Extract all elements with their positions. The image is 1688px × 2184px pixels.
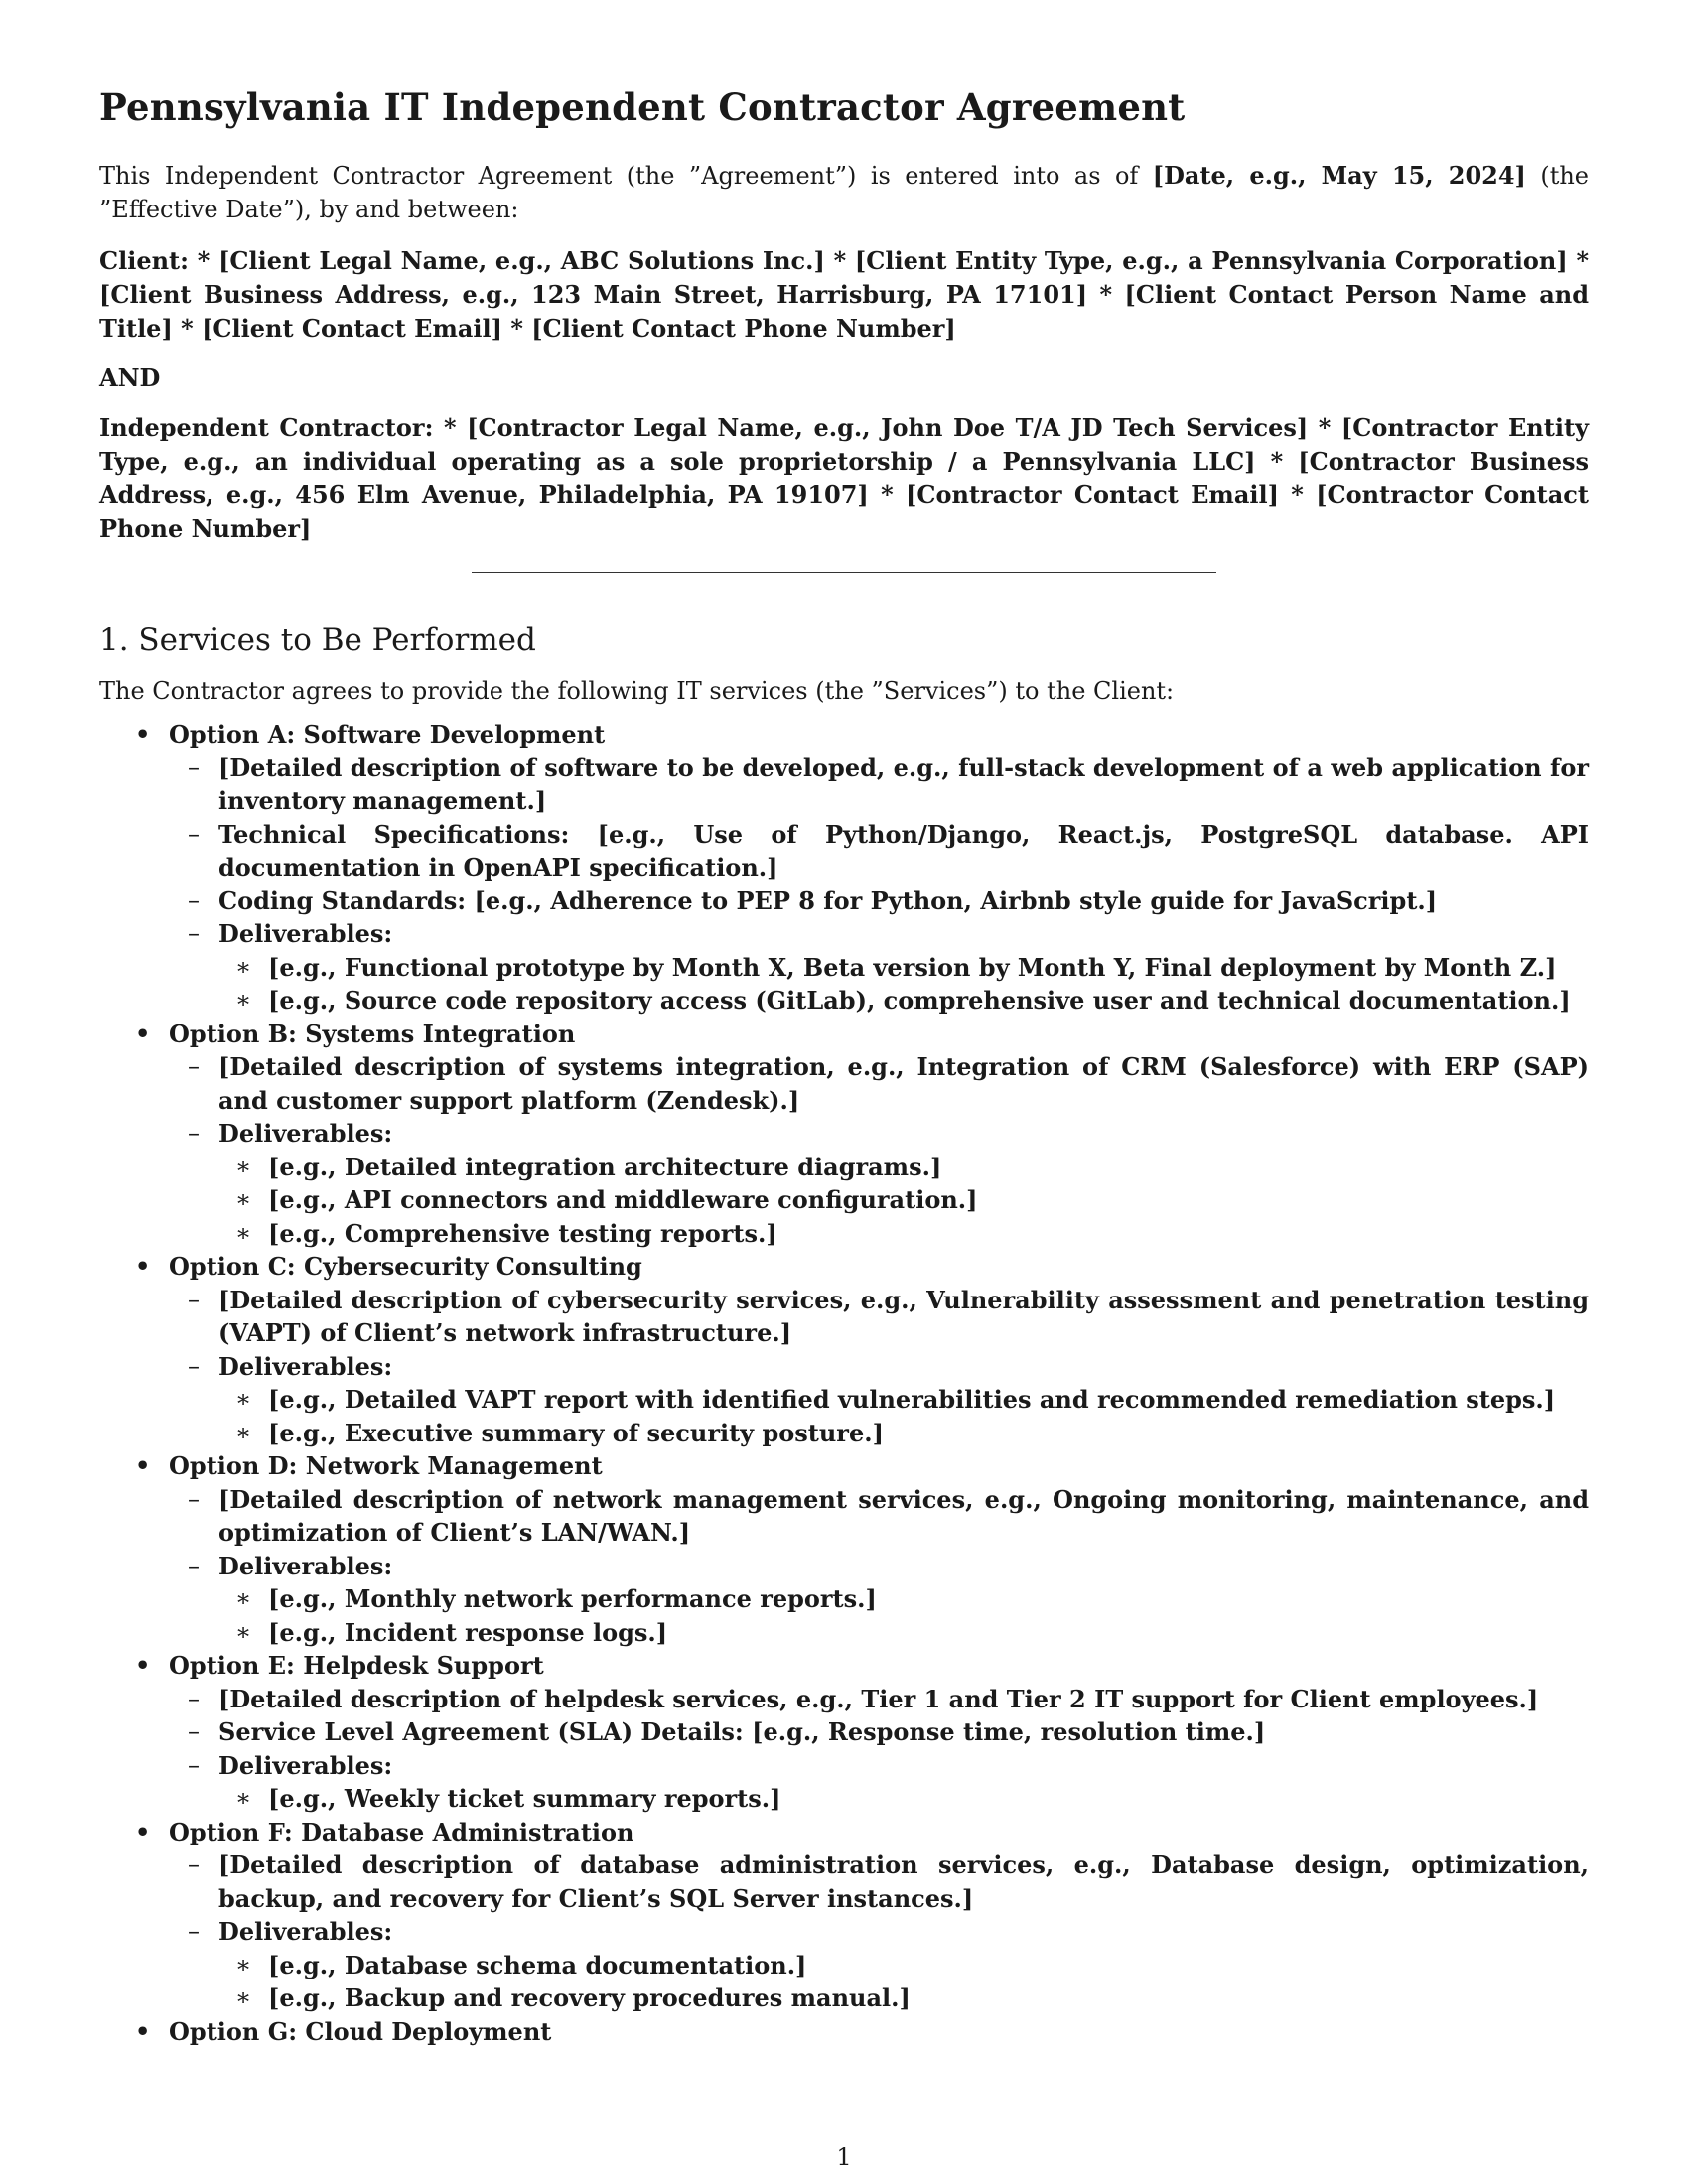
deliverable-item — [218, 1383, 1589, 1417]
bullet-icon: • — [135, 720, 151, 749]
bullet-icon: • — [135, 1817, 151, 1846]
deliverable-item — [218, 1782, 1589, 1816]
option-label: Option E: Helpdesk Support — [169, 1651, 544, 1680]
option-detail-item — [169, 1550, 1589, 1650]
asterisk-icon: ∗ — [234, 1185, 252, 1213]
service-option — [99, 1250, 1589, 1449]
option-detail-text: Deliverables: — [218, 1917, 393, 1946]
dash-icon: – — [188, 1917, 200, 1945]
deliverable-text: [e.g., Comprehensive testing reports.] — [268, 1218, 777, 1248]
bullet-icon: • — [135, 1019, 151, 1048]
asterisk-icon: ∗ — [234, 1950, 252, 1979]
dash-icon: – — [188, 1750, 200, 1779]
option-detail-text: [Detailed description of network management services, e.g., Ongoing monitoring, maintenance, and optimization of Client’s LAN/WAN.] — [218, 1484, 1589, 1547]
option-label: Option A: Software Development — [169, 720, 606, 749]
option-detail-item — [169, 1483, 1589, 1550]
option-detail-item — [169, 751, 1589, 818]
deliverable-item — [218, 1616, 1589, 1650]
deliverable-text: [e.g., Backup and recovery procedures manual.] — [268, 1983, 911, 2012]
option-detail-item — [169, 917, 1589, 1018]
option-detail-item — [169, 1284, 1589, 1350]
contractor-block: Independent Contractor: * [Contractor Legal Name, e.g., John Doe T/A JD Tech Services] * [Contractor Entity Type, e.g., an individual operating as a sole proprietorship / a Pennsylvania LLC] * [Contractor Business Address, e.g., 456 Elm Avenue, Philadelphia, PA 19107] * [Contractor Contact Email] * [Contractor Contact Phone Number] — [99, 413, 1589, 543]
asterisk-icon: ∗ — [234, 1218, 252, 1247]
option-detail-item — [169, 1715, 1589, 1749]
deliverable-item — [218, 984, 1589, 1018]
asterisk-icon: ∗ — [234, 986, 252, 1014]
dash-icon: – — [188, 1850, 200, 1878]
option-detail-text: Deliverables: — [218, 1750, 393, 1780]
deliverable-text: [e.g., API connectors and middleware configuration.] — [268, 1185, 978, 1214]
deliverable-text: [e.g., Weekly ticket summary reports.] — [268, 1784, 781, 1813]
dash-icon: – — [188, 819, 200, 848]
service-option — [99, 718, 1589, 1018]
page-number: 1 — [836, 2143, 852, 2171]
dash-icon: – — [188, 1052, 200, 1080]
option-detail-item — [169, 1749, 1589, 1816]
asterisk-icon: ∗ — [234, 952, 252, 981]
option-detail-text: Deliverables: — [218, 1119, 393, 1148]
service-option — [99, 1449, 1589, 1649]
dash-icon: – — [188, 1484, 200, 1513]
document-title: Pennsylvania IT Independent Contractor Agreement — [99, 85, 1186, 129]
dash-icon: – — [188, 1351, 200, 1380]
bullet-icon: • — [135, 1252, 151, 1281]
option-detail-item — [169, 1050, 1589, 1117]
service-option — [99, 1816, 1589, 2015]
asterisk-icon: ∗ — [234, 1983, 252, 2011]
option-detail-text: Service Level Agreement (SLA) Details: [e.g., Response time, resolution time.] — [218, 1717, 1266, 1746]
and-label: AND — [99, 363, 161, 392]
dash-icon: – — [188, 1119, 200, 1147]
option-detail-text: Coding Standards: [e.g., Adherence to PEP 8 for Python, Airbnb style guide for JavaScript.] — [218, 886, 1438, 915]
deliverable-item — [218, 1981, 1589, 2015]
option-detail-item — [169, 1350, 1589, 1450]
deliverable-text: [e.g., Functional prototype by Month X, Beta version by Month Y, Final deployment by Month Z.] — [268, 952, 1557, 982]
option-label: Option D: Network Management — [169, 1451, 603, 1480]
deliverable-text: [e.g., Database schema documentation.] — [268, 1950, 807, 1979]
asterisk-icon: ∗ — [234, 1617, 252, 1646]
service-option — [99, 1649, 1589, 1816]
asterisk-icon: ∗ — [234, 1385, 252, 1413]
deliverable-text: [e.g., Monthly network performance reports.] — [268, 1584, 877, 1613]
dash-icon: – — [188, 1717, 200, 1745]
deliverable-item — [218, 1217, 1589, 1251]
asterisk-icon: ∗ — [234, 1152, 252, 1180]
intro-text-after: (the ”Effective Date”), by and between: — [99, 162, 1590, 223]
deliverable-item — [218, 1151, 1589, 1184]
option-detail-text: Deliverables: — [218, 1551, 393, 1580]
dash-icon: – — [188, 919, 200, 947]
dash-icon: – — [188, 1684, 200, 1712]
option-detail-text: [Detailed description of database administration services, e.g., Database design, optimization, backup, and recovery for Client’s SQL Server instances.] — [218, 1850, 1589, 1913]
option-detail-text: Deliverables: — [218, 1351, 393, 1381]
intro-paragraph — [99, 159, 1589, 226]
services-options-list — [99, 718, 1589, 2048]
option-label: Option F: Database Administration — [169, 1817, 634, 1846]
intro-text-before: This Independent Contractor Agreement (the ”Agreement”) is entered into as of — [99, 162, 1153, 190]
deliverable-text: [e.g., Incident response logs.] — [268, 1617, 668, 1647]
section-1-lead: The Contractor agrees to provide the following IT services (the ”Services”) to the Client: — [99, 677, 1175, 705]
deliverable-text: [e.g., Detailed integration architecture diagrams.] — [268, 1152, 942, 1181]
dash-icon: – — [188, 1551, 200, 1579]
option-detail-item — [169, 818, 1589, 885]
bullet-icon: • — [135, 1651, 151, 1680]
deliverable-item — [218, 1417, 1589, 1450]
option-detail-text: Technical Specifications: [e.g., Use of Python/Django, React.js, PostgreSQL database. API documentation in OpenAPI specification.] — [218, 819, 1589, 882]
option-detail-item — [169, 1915, 1589, 2015]
option-detail-item — [169, 885, 1589, 918]
option-label: Option B: Systems Integration — [169, 1019, 576, 1048]
deliverable-text: [e.g., Executive summary of security posture.] — [268, 1418, 884, 1447]
asterisk-icon: ∗ — [234, 1418, 252, 1446]
option-label: Option C: Cybersecurity Consulting — [169, 1252, 642, 1281]
option-detail-text: [Detailed description of cybersecurity services, e.g., Vulnerability assessment and penetration testing (VAPT) of Client’s network infrastructure.] — [218, 1285, 1589, 1347]
deliverable-item — [218, 1949, 1589, 1982]
bullet-icon: • — [135, 2016, 151, 2046]
section-divider — [472, 572, 1216, 573]
asterisk-icon: ∗ — [234, 1584, 252, 1612]
document-page — [99, 85, 1589, 2048]
option-detail-item — [169, 1848, 1589, 1915]
dash-icon: – — [188, 1285, 200, 1313]
effective-date-placeholder: [Date, e.g., May 15, 2024] — [1152, 161, 1526, 190]
dash-icon: – — [188, 886, 200, 914]
section-1-heading: 1. Services to Be Performed — [99, 622, 536, 658]
service-option — [99, 2015, 1589, 2049]
option-detail-item — [169, 1683, 1589, 1716]
asterisk-icon: ∗ — [234, 1784, 252, 1812]
service-option — [99, 1018, 1589, 1251]
bullet-icon: • — [135, 1451, 151, 1480]
option-detail-item — [169, 1117, 1589, 1250]
option-label: Option G: Cloud Deployment — [169, 2016, 552, 2046]
client-block: Client: * [Client Legal Name, e.g., ABC Solutions Inc.] * [Client Entity Type, e.g., a Pennsylvania Corporation] * [Client Business Address, e.g., 123 Main Street, Harrisburg, PA 17101] * [Client Contact Person Name and Title] * [Client Contact Email] * [Client Contact Phone Number] — [99, 246, 1589, 342]
option-detail-text: [Detailed description of software to be developed, e.g., full-stack development of a web application for inventory management.] — [218, 752, 1589, 815]
option-detail-text: [Detailed description of systems integration, e.g., Integration of CRM (Salesforce) with ERP (SAP) and customer support platform (Zendesk).] — [218, 1052, 1589, 1115]
dash-icon: – — [188, 752, 200, 781]
deliverable-item — [218, 1183, 1589, 1217]
option-detail-text: Deliverables: — [218, 919, 393, 948]
option-detail-text: [Detailed description of helpdesk services, e.g., Tier 1 and Tier 2 IT support for Client employees.] — [218, 1684, 1539, 1713]
deliverable-item — [218, 951, 1589, 985]
deliverable-text: [e.g., Source code repository access (GitLab), comprehensive user and technical documentation.] — [268, 986, 1571, 1015]
deliverable-item — [218, 1582, 1589, 1616]
deliverable-text: [e.g., Detailed VAPT report with identified vulnerabilities and recommended remediation steps.] — [268, 1385, 1556, 1414]
